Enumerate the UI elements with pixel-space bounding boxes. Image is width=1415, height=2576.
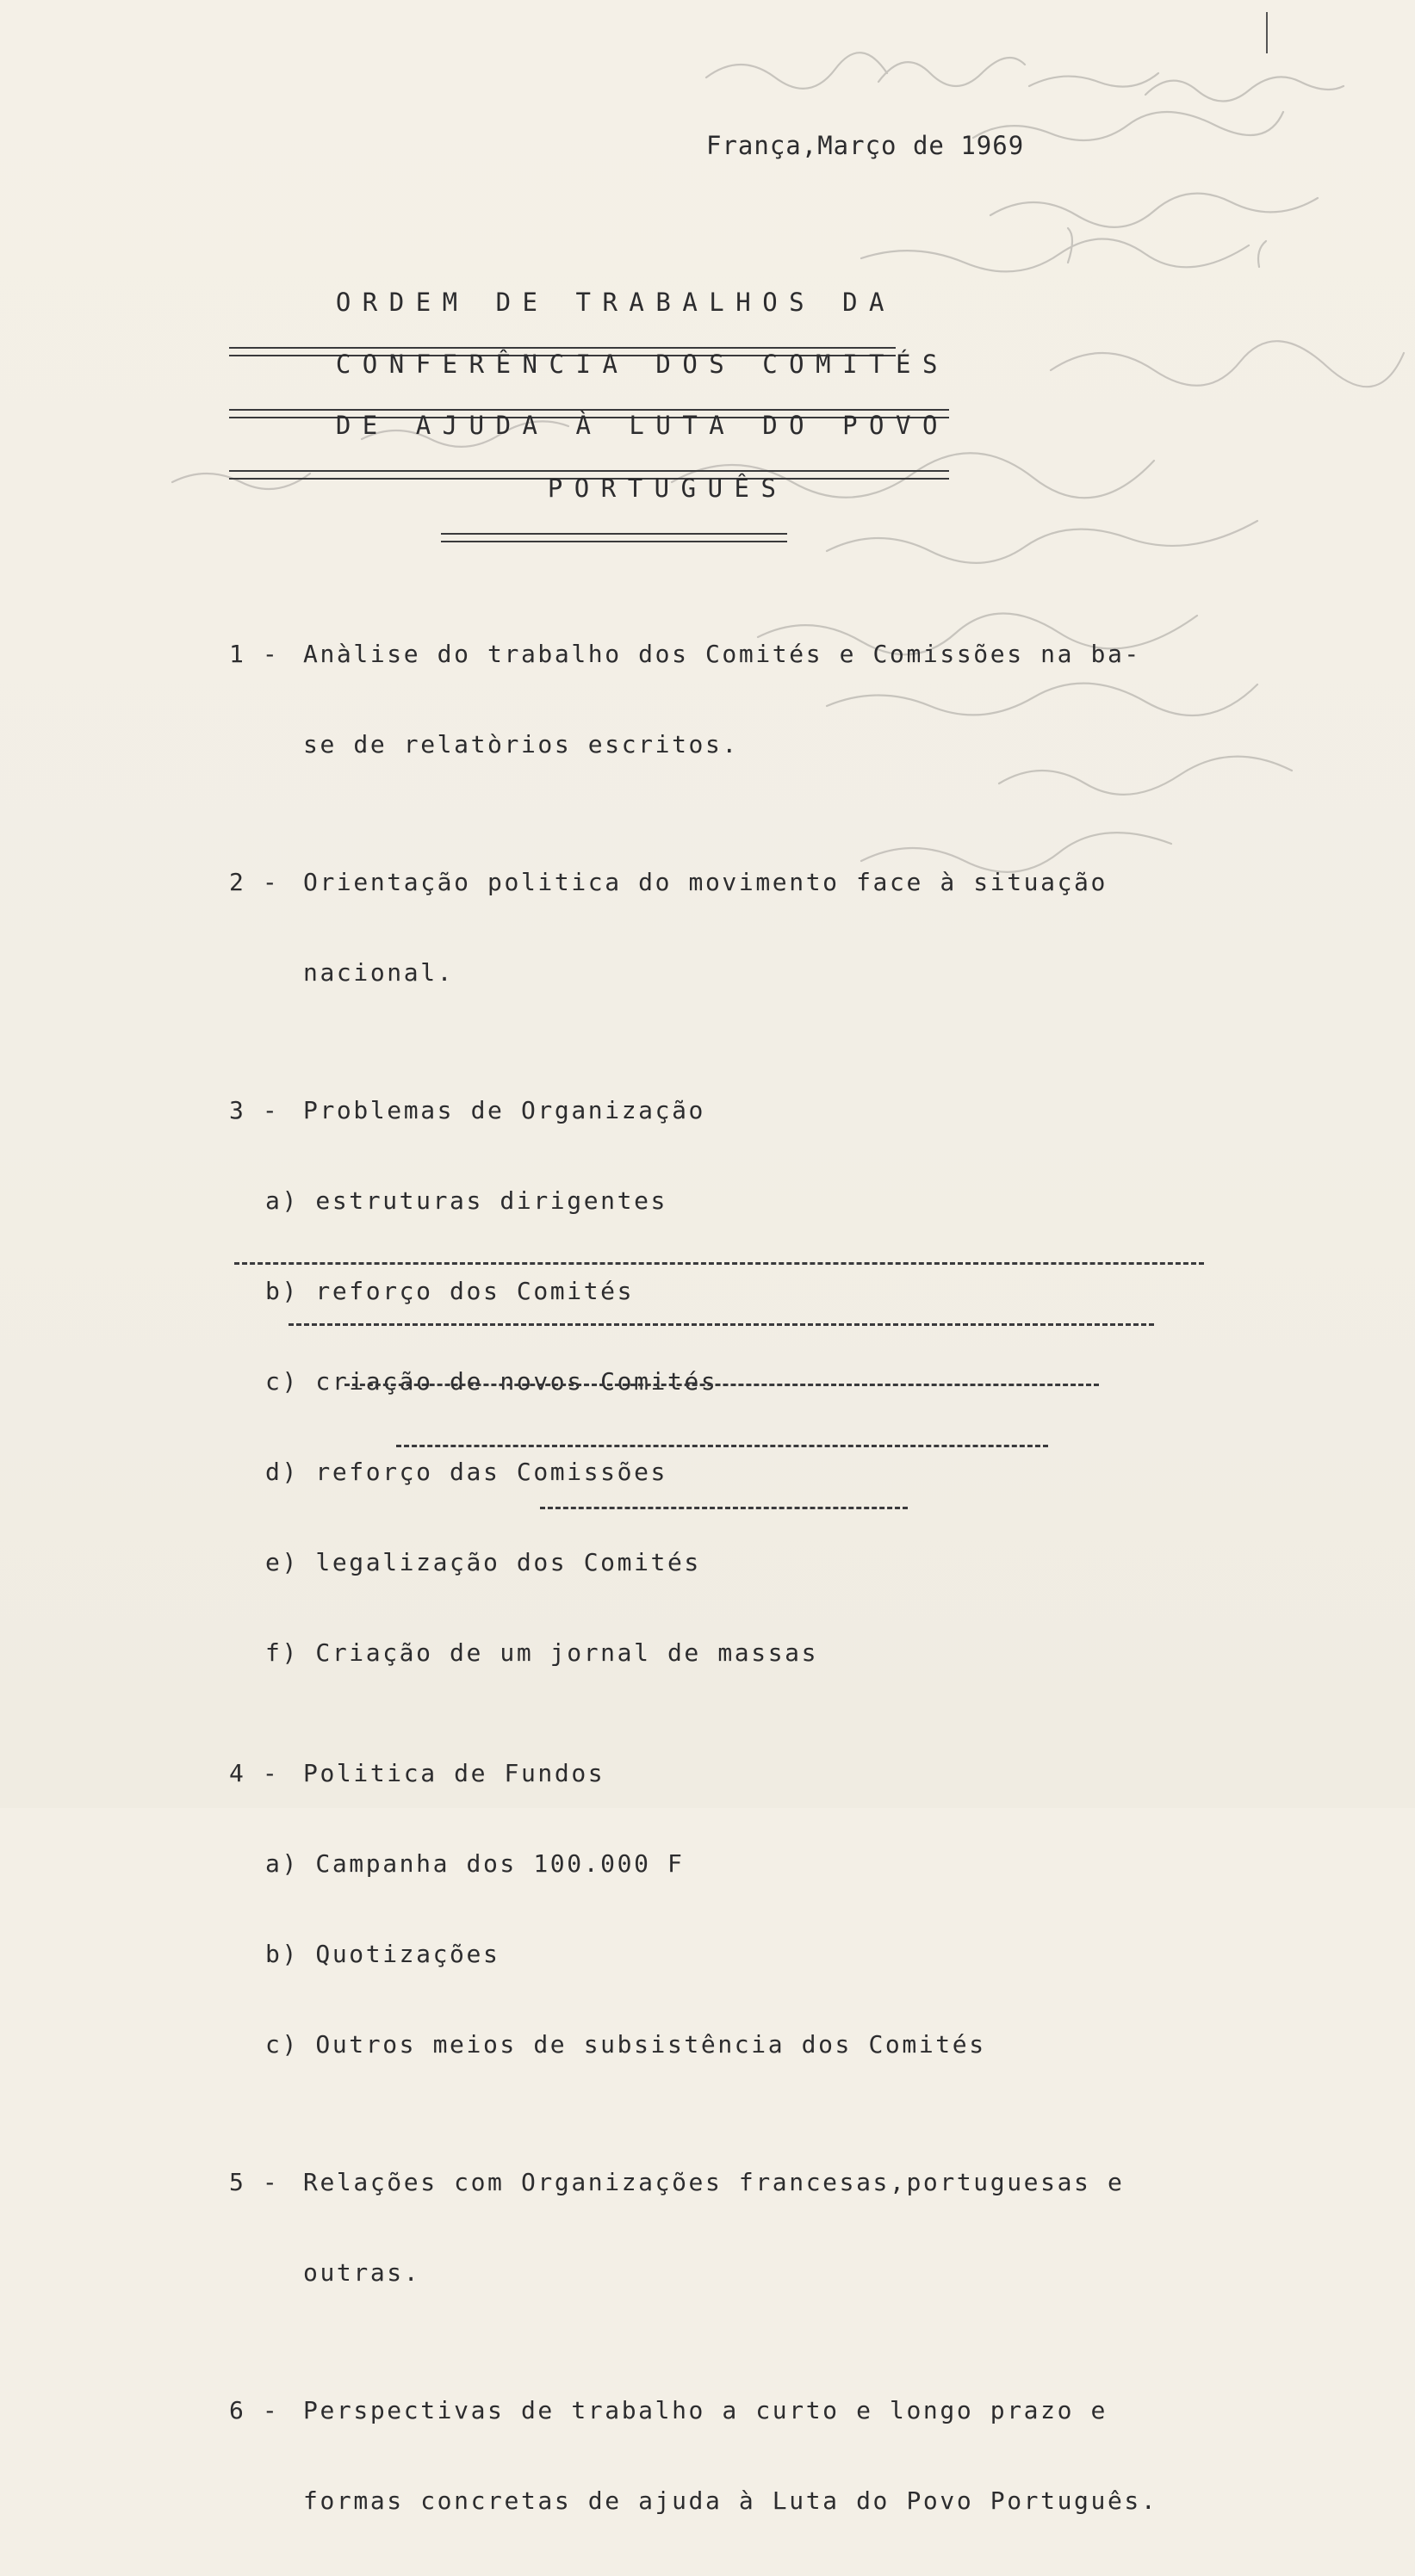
sub-item: a) estruturas dirigentes bbox=[265, 1186, 667, 1215]
sub-item: a) Campanha dos 100.000 F bbox=[265, 1849, 685, 1878]
sub-item: b) reforço dos Comités bbox=[265, 1277, 635, 1305]
item-number: 6 - bbox=[229, 2396, 280, 2424]
sub-item: c) criação de novos Comités bbox=[265, 1367, 718, 1396]
item-text: Orientação politica do movimento face à situação bbox=[303, 868, 1108, 896]
item-text: Anàlise do trabalho dos Comités e Comissões na ba- bbox=[303, 640, 1141, 668]
double-underline bbox=[441, 533, 787, 542]
item-text-continuation: se de relatòrios escritos. bbox=[303, 730, 739, 759]
agenda-item-6 bbox=[229, 2395, 1237, 2425]
title-line-4 bbox=[441, 444, 787, 601]
item-number: 3 - bbox=[229, 1096, 280, 1124]
sub-item: b) Quotizações bbox=[265, 1940, 500, 1968]
item-text: Relações com Organizações francesas,portuguesas e bbox=[303, 2168, 1125, 2196]
paper-mark bbox=[1266, 12, 1268, 53]
sub-item: d) reforço das Comissões bbox=[265, 1458, 667, 1486]
item-number: 5 - bbox=[229, 2168, 280, 2196]
agenda-item-2 bbox=[229, 867, 1237, 897]
item-number: 4 - bbox=[229, 1759, 280, 1787]
item-text: Perspectivas de trabalho a curto e longo prazo e bbox=[303, 2396, 1108, 2424]
title-text-3: DE AJUDA À LUTA DO POVO bbox=[335, 411, 949, 440]
item-number: 2 - bbox=[229, 868, 280, 896]
dash-rule-1 bbox=[234, 1262, 1204, 1265]
agenda-list bbox=[229, 579, 1237, 2576]
agenda-item-4 bbox=[229, 1758, 1237, 1788]
dash-rule-2 bbox=[289, 1323, 1154, 1326]
title-text-2: CONFERÊNCIA DOS COMITÉS bbox=[335, 350, 949, 379]
item-text-continuation: nacional. bbox=[303, 958, 455, 987]
item-text: Politica de Fundos bbox=[303, 1759, 605, 1787]
agenda-item-1 bbox=[229, 639, 1237, 669]
item-text: Problemas de Organização bbox=[303, 1096, 705, 1124]
document-date: França,Março de 1969 bbox=[706, 131, 1025, 160]
item-number: 1 - bbox=[229, 640, 280, 668]
sub-item: e) legalização dos Comités bbox=[265, 1548, 701, 1576]
title-text-4: PORTUGUÊS bbox=[547, 474, 788, 503]
dash-rule-3 bbox=[344, 1384, 1099, 1386]
sub-item: f) Criação de um jornal de massas bbox=[265, 1638, 819, 1667]
title-text-1: ORDEM DE TRABALHOS DA bbox=[335, 288, 896, 317]
dash-rule-4 bbox=[396, 1445, 1048, 1447]
sub-item: c) Outros meios de subsistência dos Comités bbox=[265, 2030, 986, 2059]
agenda-item-3 bbox=[229, 1095, 1237, 1125]
item-text-continuation: outras. bbox=[303, 2258, 421, 2287]
item-text-continuation: formas concretas de ajuda à Luta do Povo Português. bbox=[303, 2486, 1158, 2515]
dash-rule-5 bbox=[540, 1507, 908, 1509]
agenda-item-5 bbox=[229, 2167, 1237, 2197]
